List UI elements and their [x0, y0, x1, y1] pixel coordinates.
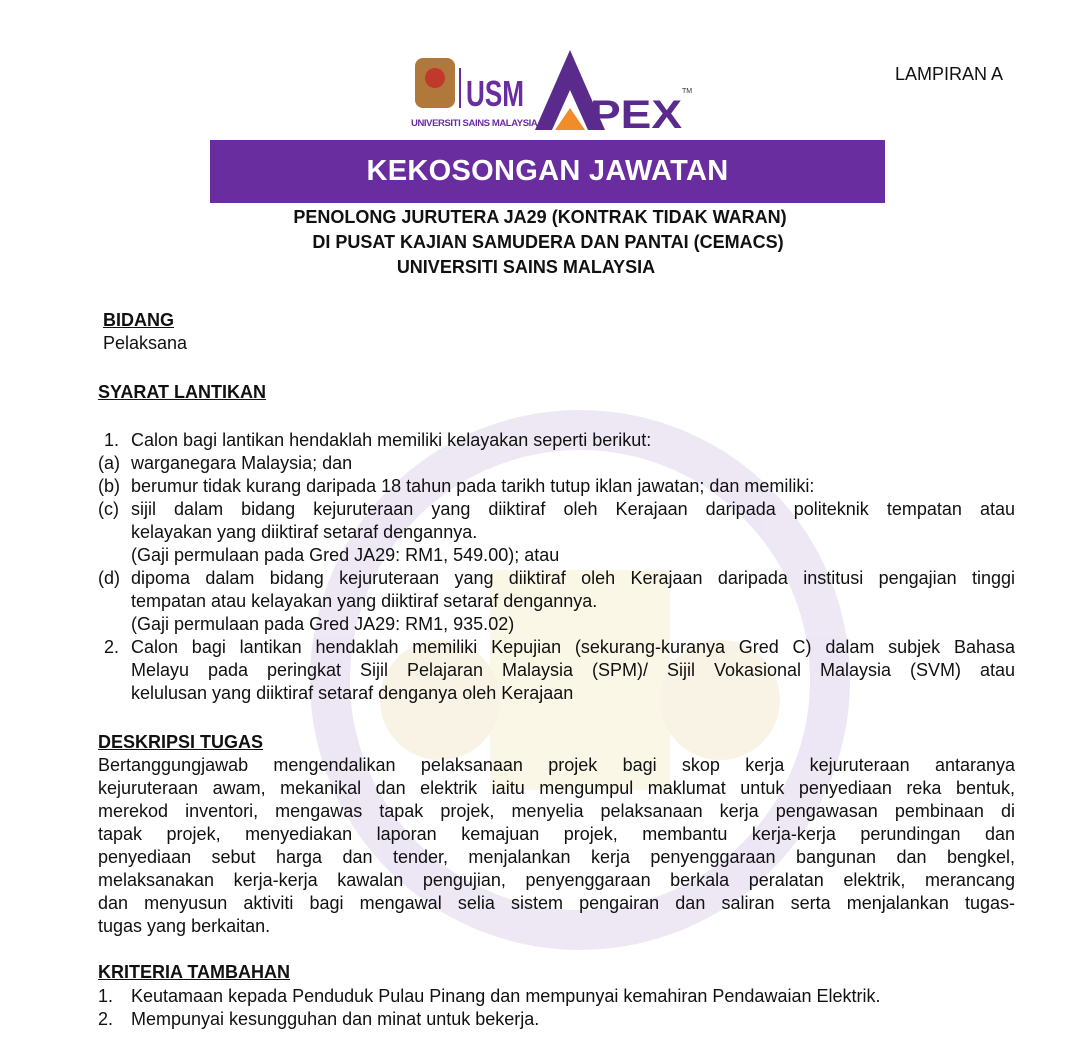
list-item-text: kelayakan yang diiktiraf setaraf dengannya. [131, 522, 478, 542]
list-item-text: tempatan atau kelayakan yang diiktiraf setaraf dengannya. [131, 591, 598, 611]
list-marker: (b) [98, 476, 120, 496]
list-marker: (d) [98, 568, 120, 588]
list-marker: 2. [104, 637, 120, 657]
usm-crest-icon [415, 58, 455, 108]
list-marker: 1. [104, 430, 120, 450]
paragraph-line: dan menyusun aktiviti bagi mengawal selia sistem pengairan dan saliran serta menjalankan tugas- [98, 893, 1015, 913]
list-marker: 1. [98, 986, 114, 1006]
paragraph-line: penyediaan sebut harga dan tender, menjalankan kerja penyenggaraan bangunan dan bengkel, [98, 847, 1015, 867]
svg-text:TM: TM [682, 88, 693, 95]
paragraph-line: merekod inventori, mengawas tapak projek, menyelia pelaksanaan kerja pengawasan pembinaan di [98, 801, 1015, 821]
list-item-text: Mempunyai kesungguhan dan minat untuk bekerja. [131, 1009, 540, 1029]
list-item-text: kelulusan yang diiktiraf setaraf denganya oleh Kerajaan [131, 683, 574, 703]
syarat-heading: SYARAT LANTIKAN [98, 382, 267, 402]
usm-logo [410, 48, 530, 114]
paragraph-line: Bertanggungjawab mengendalikan pelaksanaan projek bagi skop kerja kejuruteraan antaranya [98, 755, 1015, 775]
attachment-label: LAMPIRAN A [895, 64, 1004, 84]
vacancy-banner: KEKOSONGAN JAWATAN [210, 140, 885, 203]
paragraph-line: melaksanakan kerja-kerja kawalan pengujian, penyenggaraan berkala peralatan elektrik, merancang [98, 870, 1015, 890]
list-marker: 2. [98, 1009, 114, 1029]
kriteria-heading: KRITERIA TAMBAHAN [98, 962, 290, 982]
svg-text:PEX: PEX [590, 93, 683, 137]
job-title-line: DI PUSAT KAJIAN SAMUDERA DAN PANTAI (CEMACS) [312, 232, 784, 252]
list-item-text: sijil dalam bidang kejuruteraan yang diiktiraf oleh Kerajaan daripada politeknik tempatan atau [131, 499, 1015, 519]
list-marker: (c) [98, 499, 119, 519]
list-item-text: Calon bagi lantikan hendaklah memiliki kelayakan seperti berikut: [131, 430, 652, 450]
list-item-text: (Gaji permulaan pada Gred JA29: RM1, 935.02) [131, 614, 515, 634]
usm-subtitle: UNIVERSITI SAINS MALAYSIA [411, 118, 538, 129]
list-item-text: berumur tidak kurang daripada 18 tahun pada tarikh tutup iklan jawatan; dan memiliki: [131, 476, 815, 496]
list-item-text: Calon bagi lantikan hendaklah memiliki Kepujian (sekurang-kuranya Gred C) dalam subjek Bahasa [131, 637, 1015, 657]
svg-text:USM: USM [466, 73, 524, 114]
list-item-text: warganegara Malaysia; dan [131, 453, 353, 473]
deskripsi-heading: DESKRIPSI TUGAS [98, 732, 264, 752]
list-item-text: (Gaji permulaan pada Gred JA29: RM1, 549.00); atau [131, 545, 560, 565]
job-title-line: UNIVERSITI SAINS MALAYSIA [396, 257, 656, 277]
paragraph-line: tugas yang berkaitan. [98, 916, 271, 936]
list-item-text: Keutamaan kepada Penduduk Pulau Pinang dan mempunyai kemahiran Pendawaian Elektrik. [131, 986, 881, 1006]
bidang-heading: BIDANG [103, 310, 174, 330]
list-marker: (a) [98, 453, 120, 473]
list-item-text: Melayu pada peringkat Sijil Pelajaran Malaysia (SPM)/ Sijil Vokasional Malaysia (SVM) atau [131, 660, 1015, 680]
paragraph-line: tapak projek, menyediakan laporan kemajuan projek, membantu kerja-kerja perundingan dan [98, 824, 1015, 844]
bidang-value: Pelaksana [103, 333, 188, 353]
paragraph-line: kejuruteraan awam, mekanikal dan elektrik iaitu mengumpul maklumat untuk penyediaan reka bentuk, [98, 778, 1015, 798]
apex-logo [535, 48, 695, 137]
job-title-line: PENOLONG JURUTERA JA29 (KONTRAK TIDAK WARAN) [293, 207, 787, 227]
list-item-text: dipoma dalam bidang kejuruteraan yang diiktiraf oleh Kerajaan daripada institusi pengajian tinggi [131, 568, 1015, 588]
